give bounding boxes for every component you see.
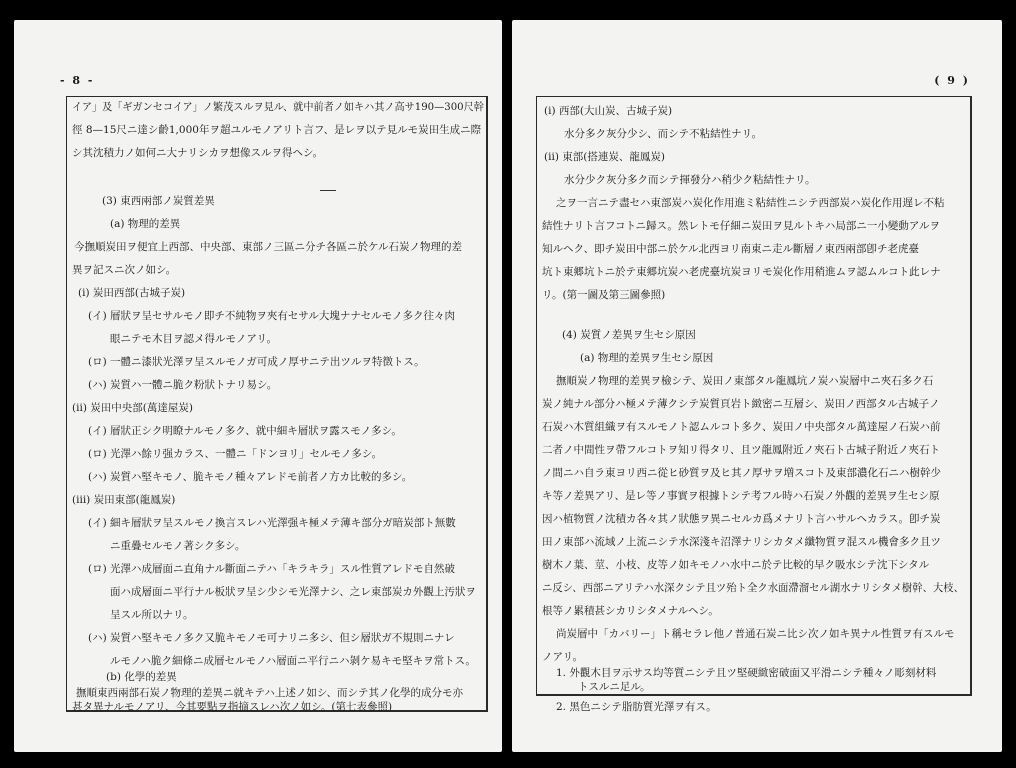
text-line: リ。(第一圖及第三圖參照) (542, 289, 666, 301)
right-page (512, 20, 1002, 752)
text-line: 徑 8—15尺ニ達シ齡1,000年ヲ超ユルモノアリト言フ、是レヲ以テ見ルモ炭田生成ニ際 (72, 124, 482, 136)
section-heading: (4) 炭質ノ差異ヲ生セシ原因 (562, 329, 696, 341)
text-line: 眼ニテモ木目ヲ認メ得ルモノアリ。 (110, 333, 277, 345)
text-line: 結性ナリト言フコトニ歸ス。然レトモ仔細ニ炭田ヲ見ルトキハ局部ニ一小變動アルヲ (542, 220, 940, 232)
item-heading: (ii) 東部(搭連炭、龍鳳炭) (544, 151, 665, 163)
page-number: ( 9 ) (934, 74, 970, 87)
text-line: 呈スル所以ナリ。 (110, 609, 194, 621)
text-line: (ロ) 光澤ハ餘リ强カラス、一體ニ「ドンヨリ」セルモノ多シ。 (88, 448, 383, 460)
text-line: 二者ノ中間性ヲ帶フルコトヲ知リ得タリ、且ツ龍鳳附近ノ夾石ト古城子附近ノ夾石ト (542, 444, 941, 456)
text-line: 今撫順炭田ヲ便宜上西部、中央部、東部ノ三區ニ分チ各區ニ於ケル石炭ノ物理的差 (74, 241, 462, 253)
text-line: キ等ノ差異アリ、是レ等ノ事實ヲ根據トシテ考フル時ハ石炭ノ外觀的差異ヲ生セシ原 (542, 490, 940, 502)
text-line: シ其沈積力ノ如何ニ大ナリシカヲ想像スルヲ得ヘシ。 (72, 147, 324, 159)
text-line: 田ノ東部ハ流域ノ上流ニシテ水深淺キ沼澤ナリシカタメ纖物質ヲ混スル機會多ク且ツ (542, 536, 941, 548)
text-line: ノアリ。 (542, 651, 584, 663)
subsection-heading: (b) 化學的差異 (106, 671, 177, 683)
text-line: (イ) 層狀ヲ呈セサルモノ即チ不純物ヲ夾有セサル大塊ナナセルモノ多ク往々肉 (88, 310, 456, 322)
text-line: 尚炭層中「カバリー」ト稱セラレ他ノ普通石炭ニ比シ次ノ如キ異ナル性質ヲ有スルモ (556, 628, 955, 640)
text-line: 炭ノ純ナル部分ハ極メテ薄クシテ炭質頁岩ト緻密ニ互層シ、炭田ノ西部タル古城子ノ (542, 398, 940, 410)
text-line: 因ハ植物質ノ沈積カ各々其ノ狀態ヲ異ニセルカ爲メナリト言ハサルヘカラス。卽チ炭 (542, 513, 941, 525)
text-line: イア」及「ギガンセコイア」ノ繁茂スルヲ見ル、就中前者ノ如キハ其ノ高サ190—300尺幹 (72, 101, 484, 113)
text-line: 水分少ク灰分多ク而シテ揮發分ハ稍少ク粘結性ナリ。 (564, 174, 816, 186)
text-line: (ロ) 光澤ハ成層面ニ直角ナル斷面ニテハ「キラキラ」スル性質アレドモ自然破 (88, 563, 455, 575)
text-line: 根等ノ累積甚シカリシタメナルヘシ。 (542, 605, 719, 617)
hand-mark (320, 190, 336, 191)
item-heading: (i) 西部(大山炭、古城子炭) (544, 105, 673, 117)
item-heading: (iii) 炭田東部(龍鳳炭) (72, 494, 176, 506)
text-line: (ハ) 炭質ハ一體ニ脆ク粉狀トナリ易シ。 (88, 379, 278, 391)
text-line: (ハ) 炭質ハ堅キモノ多ク又脆キモノモ可ナリニ多シ、但シ層狀ガ不規則ニナレ (88, 632, 455, 644)
text-line: ルモノハ脆ク細條ニ成層セルモノハ層面ニ平行ニハ剝ケ易キモ堅キヲ常トス。 (110, 655, 476, 667)
text-line: 樹木ノ葉、莖、小枝、皮等ノ如キモノハ水中ニ於テ比較的早ク吸水シテ沈下シタル (542, 559, 930, 571)
item-heading: (i) 炭田西部(古城子炭) (78, 287, 186, 299)
list-item: 2. 黑色ニシテ脂肪質光澤ヲ有ス。 (556, 701, 717, 713)
text-line: 異ヲ記スニ次ノ如シ。 (72, 264, 177, 276)
text-line: ニ重疊セルモノ著シク多シ。 (110, 540, 246, 552)
text-line: 水分多ク灰分少シ、而シテ不粘結性ナリ。 (564, 128, 763, 140)
section-heading: (3) 東西兩部ノ炭質差異 (102, 195, 215, 207)
text-line: 面ハ成層面ニ平行ナル板狀ヲ呈シ少シモ光澤ナシ、之レ東部炭カ外觀上汚狀ヲ (110, 586, 476, 598)
subsection-heading: (a) 物理的差異 (110, 218, 181, 230)
text-line: 撫順東西兩部石炭ノ物理的差異ニ就キテハ上述ノ如シ、而シテ其ノ化學的成分モ亦 (76, 687, 464, 699)
subsection-heading: (a) 物理的差異ヲ生セシ原因 (580, 352, 714, 364)
text-line: ノ間ニハ自ラ東ヨリ西ニ從ヒ砂質ヲ及ヒ其ノ厚サヲ増スコト及東部濃化石ニハ樹幹少 (542, 467, 941, 479)
text-line: トスルニ足ル。 (578, 681, 651, 693)
text-line: 知ルヘク、即チ炭田中部ニ於ケル北西ヨリ南東ニ走ル斷層ノ東西兩部卽チ老虎臺 (542, 243, 920, 255)
text-line: 之ヲ一言ニテ盡セハ東部炭ハ炭化作用進ミ粘結性ニシテ西部炭ハ炭化作用遅レ不粘 (556, 197, 945, 209)
page-gutter (502, 20, 512, 752)
text-line: 撫順炭ノ物理的差異ヲ檢シテ、炭田ノ東部タル龍鳳坑ノ炭ハ炭層中ニ夾石多ク石 (556, 375, 934, 387)
text-line: (イ) 細キ層狀ヲ呈スルモノ換言スレハ光澤强キ極メテ薄キ部分ガ暗炭部ト無數 (88, 517, 456, 529)
list-item: 1. 外觀木目ヲ示サス均等質ニシテ且ツ堅硬緻密破面又平滑ニシテ種々ノ彫刻材料 (556, 667, 937, 679)
text-line: 石炭ハ木質組織ヲ有スルモノト認ムルコト多ク、炭田ノ中央部タル萬達屋ノ石炭ハ前 (542, 421, 941, 433)
text-line: (ハ) 炭質ハ堅キモノ、脆キモノ種々アレドモ前者ノ方カ比較的多シ。 (88, 471, 413, 483)
text-line: 坑ト東郷坑トニ於テ東郷坑炭ハ老虎臺坑炭ヨリモ炭化作用稍進ムヲ認ムルコト此レナ (542, 266, 941, 278)
item-heading: (ii) 炭田中央部(萬達屋炭) (72, 402, 193, 414)
text-line: (ロ) 一體ニ漆狀光澤ヲ呈スルモノガ可成ノ厚サニテ出ツルヲ特徴トス。 (88, 356, 425, 368)
page-number: - 8 - (60, 74, 95, 87)
text-line: (イ) 層狀正シク明瞭ナルモノ多ク、就中細キ層狀ヲ露スモノ多シ。 (88, 425, 402, 437)
text-line: ニ反シ、西部ニアリテハ水深クシテ且ツ殆ト全ク水面滯溜セル湖水ナリシタメ樹幹、大枝、 (542, 582, 964, 594)
text-line: 甚タ異ナルモノアリ、今其要點ヲ指摘スレハ次ノ如シ。(第七表參照) (72, 701, 393, 713)
left-page (14, 20, 502, 752)
